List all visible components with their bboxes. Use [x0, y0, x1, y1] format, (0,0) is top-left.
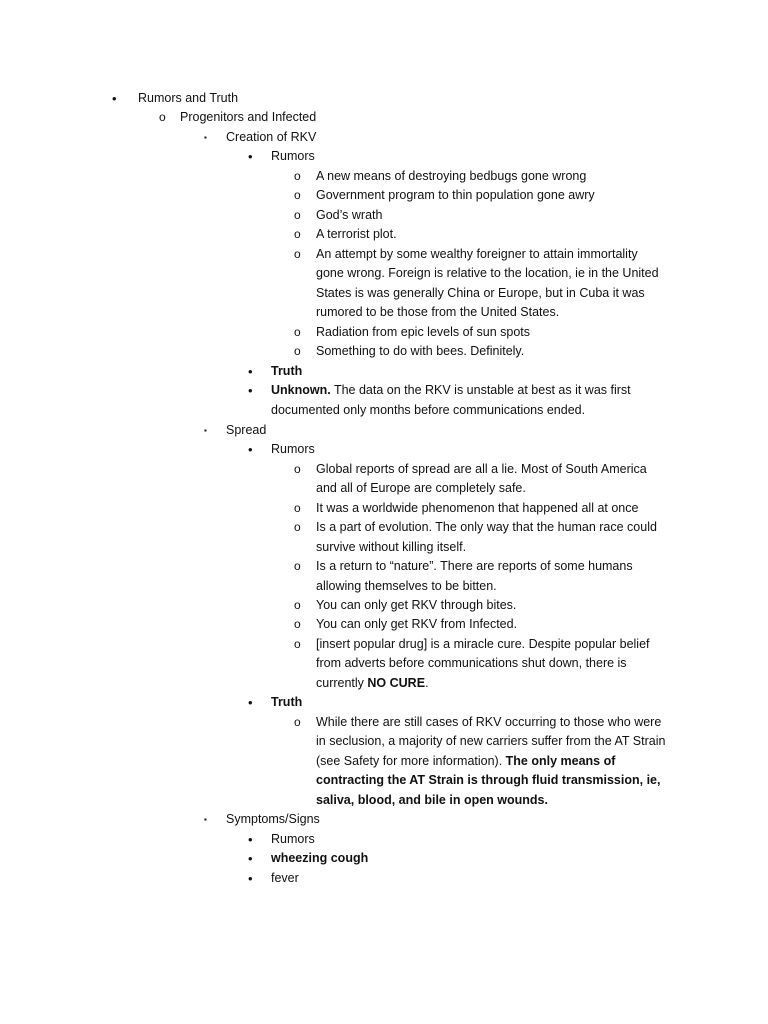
- symptoms-item: fever: [271, 871, 299, 885]
- bullet-circle-icon: o: [294, 325, 301, 339]
- bullet-circle-icon: o: [294, 637, 301, 651]
- creation-truth-text: [271, 381, 631, 401]
- truth-unknown-bold: Unknown.: [271, 383, 331, 397]
- no-cure-pre: currently: [316, 676, 368, 690]
- creation-rumor-item: Something to do with bees. Definitely.: [316, 344, 525, 358]
- spread-rumor-item: Is a part of evolution. The only way that the human race could: [316, 520, 657, 534]
- bullet-disc-icon: •: [248, 149, 253, 164]
- creation-rumor-item: A new means of destroying bedbugs gone wrong: [316, 169, 587, 183]
- spread-truth-text-cont: saliva, blood, and bile in open wounds.: [316, 793, 548, 807]
- creation-truth-text-cont: documented only months before communications ended.: [271, 403, 586, 417]
- spread-truth-text-cont: contracting the AT Strain is through fluid transmission, ie,: [316, 773, 661, 787]
- spread-rumor-item-cont: from adverts before communications shut down, there is: [316, 656, 627, 670]
- creation-rumor-item: A terrorist plot.: [316, 227, 397, 241]
- bullet-circle-icon: o: [294, 462, 301, 476]
- section-creation-title: Creation of RKV: [226, 130, 317, 144]
- safety-ref: (see Safety for more information).: [316, 754, 506, 768]
- bullet-disc-icon: •: [248, 695, 253, 710]
- bullet-square-icon: ▪: [204, 133, 207, 142]
- bullet-circle-icon: o: [294, 208, 301, 222]
- spread-rumor-item: [insert popular drug] is a miracle cure. Despite popular belief: [316, 637, 650, 651]
- spread-truth-label: Truth: [271, 695, 303, 709]
- heading-rumors-and-truth: Rumors and Truth: [138, 91, 239, 105]
- bullet-circle-icon: o: [294, 169, 301, 183]
- no-cure-bold: NO CURE: [367, 676, 426, 690]
- spread-rumor-item: You can only get RKV from Infected.: [316, 617, 518, 631]
- bullet-circle-icon: o: [294, 344, 301, 358]
- bullet-circle-icon: o: [294, 188, 301, 202]
- creation-rumors-label: Rumors: [271, 149, 315, 163]
- creation-rumor-item: God’s wrath: [316, 208, 383, 222]
- bullet-disc-icon: •: [248, 832, 253, 847]
- spread-rumor-item-cont: survive without killing itself.: [316, 540, 467, 554]
- bullet-disc-icon: •: [248, 383, 253, 398]
- spread-rumor-item: It was a worldwide phenomenon that happened all at once: [316, 501, 639, 515]
- bullet-disc-icon: •: [248, 851, 253, 866]
- symptoms-item: wheezing cough: [271, 851, 369, 865]
- creation-rumor-item-cont: States is was generally China or Europe, but in Cuba it was: [316, 286, 645, 300]
- spread-rumor-item: Global reports of spread are all a lie. Most of South America: [316, 462, 647, 476]
- creation-rumor-item: An attempt by some wealthy foreigner to attain immortality: [316, 247, 638, 261]
- spread-truth-text: While there are still cases of RKV occurring to those who were: [316, 715, 662, 729]
- spread-rumor-item-cont: allowing themselves to be bitten.: [316, 579, 497, 593]
- bullet-circle-icon: o: [294, 598, 301, 612]
- no-cure-post: .: [425, 676, 429, 690]
- bullet-disc-icon: •: [248, 442, 253, 457]
- spread-rumor-item-cont: [316, 674, 429, 694]
- bullet-square-icon: ▪: [204, 426, 207, 435]
- creation-rumor-item: Radiation from epic levels of sun spots: [316, 325, 530, 339]
- bullet-circle-icon: o: [294, 227, 301, 241]
- spread-rumor-item: Is a return to “nature”. There are reports of some humans: [316, 559, 633, 573]
- spread-rumor-item-cont: and all of Europe are completely safe.: [316, 481, 526, 495]
- bullet-circle-icon: o: [159, 110, 166, 124]
- section-symptoms-title: Symptoms/Signs: [226, 812, 320, 826]
- section-spread-title: Spread: [226, 423, 267, 437]
- bullet-disc-icon: •: [248, 871, 253, 886]
- creation-truth-label: Truth: [271, 364, 303, 378]
- spread-rumors-label: Rumors: [271, 442, 315, 456]
- creation-rumor-item-cont: gone wrong. Foreign is relative to the location, ie in the United: [316, 266, 659, 280]
- truth-text: The data on the RKV is unstable at best as it was first: [330, 383, 631, 397]
- bullet-disc-icon: •: [112, 91, 117, 106]
- bullet-circle-icon: o: [294, 617, 301, 631]
- spread-rumor-item: You can only get RKV through bites.: [316, 598, 517, 612]
- symptoms-item: Rumors: [271, 832, 315, 846]
- heading-progenitors: Progenitors and Infected: [180, 110, 317, 124]
- bullet-disc-icon: •: [248, 364, 253, 379]
- truth-bold-start: The only means of: [505, 754, 616, 768]
- creation-rumor-item: Government program to thin population gone awry: [316, 188, 595, 202]
- bullet-circle-icon: o: [294, 247, 301, 261]
- creation-rumor-item-cont: rumored to be those from the United States.: [316, 305, 560, 319]
- bullet-square-icon: ▪: [204, 815, 207, 824]
- spread-truth-text-cont: [316, 752, 615, 772]
- bullet-circle-icon: o: [294, 715, 301, 729]
- bullet-circle-icon: o: [294, 559, 301, 573]
- bullet-circle-icon: o: [294, 520, 301, 534]
- spread-truth-text-cont: in seclusion, a majority of new carriers suffer from the AT Strain: [316, 734, 666, 748]
- bullet-circle-icon: o: [294, 501, 301, 515]
